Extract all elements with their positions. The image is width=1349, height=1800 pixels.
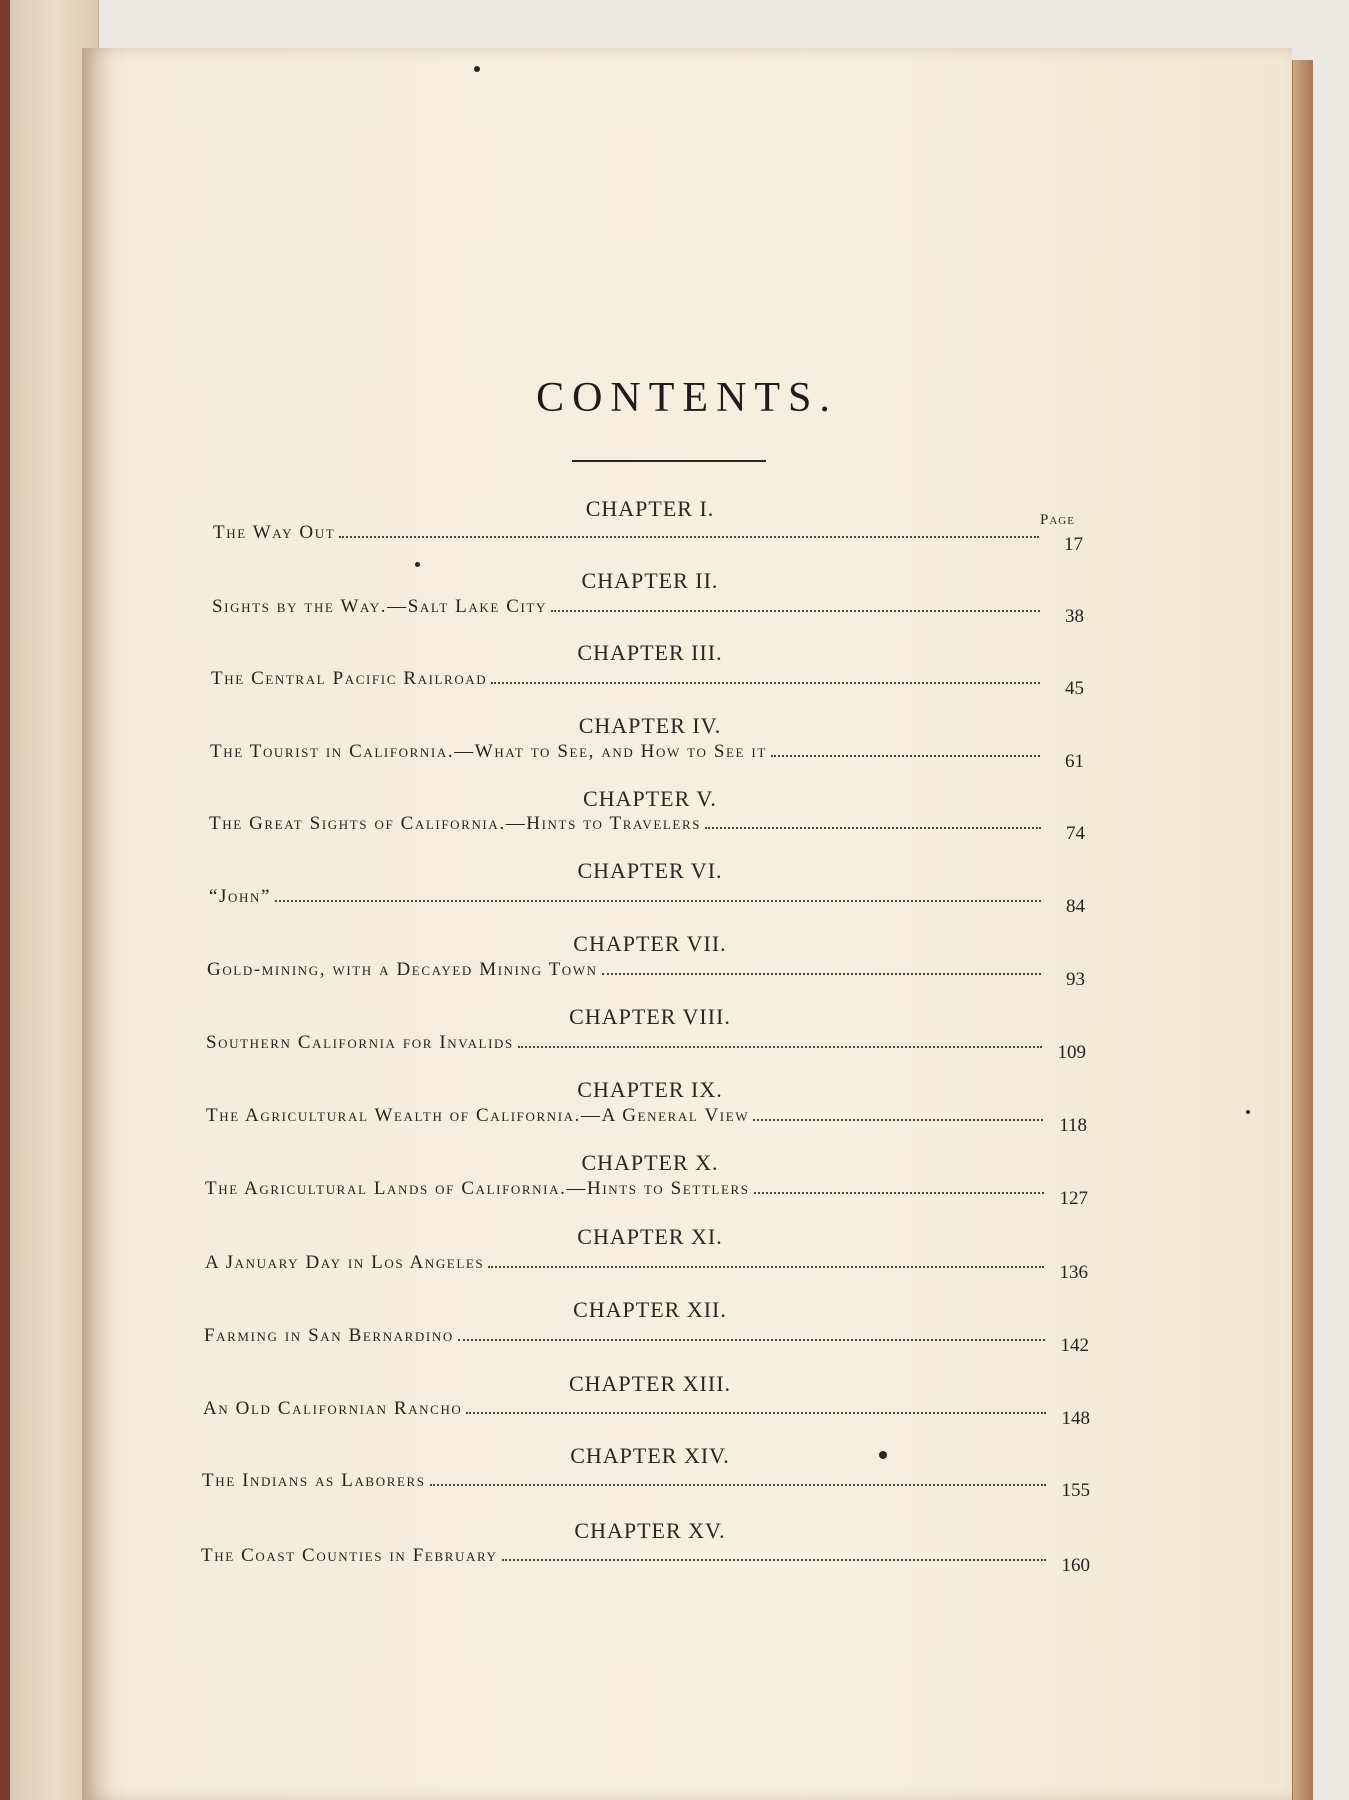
page-number: 38 (1065, 606, 1084, 627)
chapter-line (203, 1398, 1090, 1429)
dot-leader (466, 1412, 1046, 1414)
chapter-title: The Central Pacific Railroad (211, 668, 488, 689)
chapter-title: Gold-mining, with a Decayed Mining Town (207, 959, 598, 980)
page-number: 148 (1061, 1408, 1090, 1429)
page-number: 142 (1060, 1335, 1089, 1356)
chapter-title: The Agricultural Lands of California.—Hints to Settlers (205, 1178, 750, 1199)
chapter-title: A January Day in Los Angeles (205, 1252, 485, 1273)
chapter-line (204, 1325, 1089, 1356)
chapter-title: The Great Sights of California.—Hints to Travelers (209, 813, 702, 834)
chapter-line (201, 1545, 1090, 1576)
page-number: 160 (1061, 1555, 1090, 1576)
chapter-heading: CHAPTER XIV. (570, 1443, 730, 1468)
dot-leader (705, 827, 1041, 829)
chapter-heading: CHAPTER III. (577, 640, 723, 665)
page-number: 109 (1057, 1042, 1086, 1063)
chapter-title: The Indians as Laborers (202, 1470, 426, 1491)
chapter-heading: CHAPTER VIII. (569, 1004, 731, 1029)
dot-leader (771, 755, 1040, 757)
chapter-line (206, 1105, 1087, 1136)
dot-leader (275, 900, 1041, 902)
foxing-speck (879, 1451, 887, 1459)
chapter-title: “John” (209, 886, 272, 907)
chapter-line (202, 1470, 1090, 1501)
chapter-heading: CHAPTER V. (583, 786, 717, 811)
dot-leader (491, 682, 1040, 684)
dot-leader (518, 1046, 1042, 1048)
page-number: 127 (1059, 1188, 1088, 1209)
page-number: 74 (1066, 823, 1085, 844)
dot-leader (551, 610, 1040, 612)
chapter-line (209, 813, 1085, 844)
chapter-title: Sights by the Way.—Salt Lake City (212, 596, 547, 617)
chapter-heading: CHAPTER I. (585, 496, 715, 521)
chapter-line (211, 668, 1084, 699)
chapter-title: The Agricultural Wealth of California.—A General View (206, 1105, 750, 1126)
chapter-heading: CHAPTER X. (581, 1150, 719, 1175)
page-number: 93 (1066, 969, 1085, 990)
foxing-speck (415, 562, 420, 567)
page-title: CONTENTS. (536, 375, 838, 421)
dot-leader (754, 1192, 1044, 1194)
chapter-title: The Coast Counties in February (201, 1545, 498, 1566)
dot-leader (488, 1266, 1044, 1268)
foxing-speck (474, 66, 480, 72)
dot-leader (753, 1119, 1043, 1121)
dot-leader (430, 1484, 1046, 1486)
foxing-speck (1246, 1110, 1250, 1114)
dot-leader (502, 1559, 1046, 1561)
chapter-heading: CHAPTER II. (581, 568, 719, 593)
chapter-line (207, 959, 1085, 990)
chapter-title: Southern California for Invalids (206, 1032, 514, 1053)
chapter-line (205, 1178, 1088, 1209)
dot-leader (458, 1339, 1045, 1341)
chapter-heading: CHAPTER IX. (577, 1077, 723, 1102)
chapter-title: Farming in San Bernardino (204, 1325, 454, 1346)
chapter-heading: CHAPTER XIII. (568, 1371, 732, 1396)
chapter-line (213, 522, 1083, 555)
chapter-line (205, 1252, 1088, 1283)
chapter-heading: CHAPTER XII. (573, 1297, 727, 1322)
chapter-heading: CHAPTER VI. (577, 858, 723, 883)
chapter-heading: CHAPTER XI. (577, 1224, 723, 1249)
page-number: 45 (1065, 678, 1084, 699)
chapter-heading: CHAPTER IV. (578, 713, 722, 738)
page-number: 155 (1061, 1480, 1090, 1501)
dot-leader (602, 973, 1041, 975)
chapter-line (210, 741, 1084, 772)
chapter-line (209, 886, 1085, 917)
page-number: 84 (1066, 896, 1085, 917)
page-number: 17 (1064, 534, 1083, 555)
dot-leader (339, 536, 1039, 538)
chapter-line (206, 1032, 1086, 1063)
page-number: 61 (1065, 751, 1084, 772)
chapter-title: The Tourist in California.—What to See, and How to See it (210, 741, 767, 762)
chapter-heading: CHAPTER XV. (574, 1518, 726, 1543)
page-column-label: Page (1040, 512, 1075, 528)
chapter-line (212, 596, 1084, 627)
page-number: 118 (1059, 1115, 1087, 1136)
chapter-title: The Way Out (213, 522, 336, 543)
chapter-title: An Old Californian Rancho (203, 1398, 463, 1419)
chapter-heading: CHAPTER VII. (573, 931, 727, 956)
page-number: 136 (1059, 1262, 1088, 1283)
